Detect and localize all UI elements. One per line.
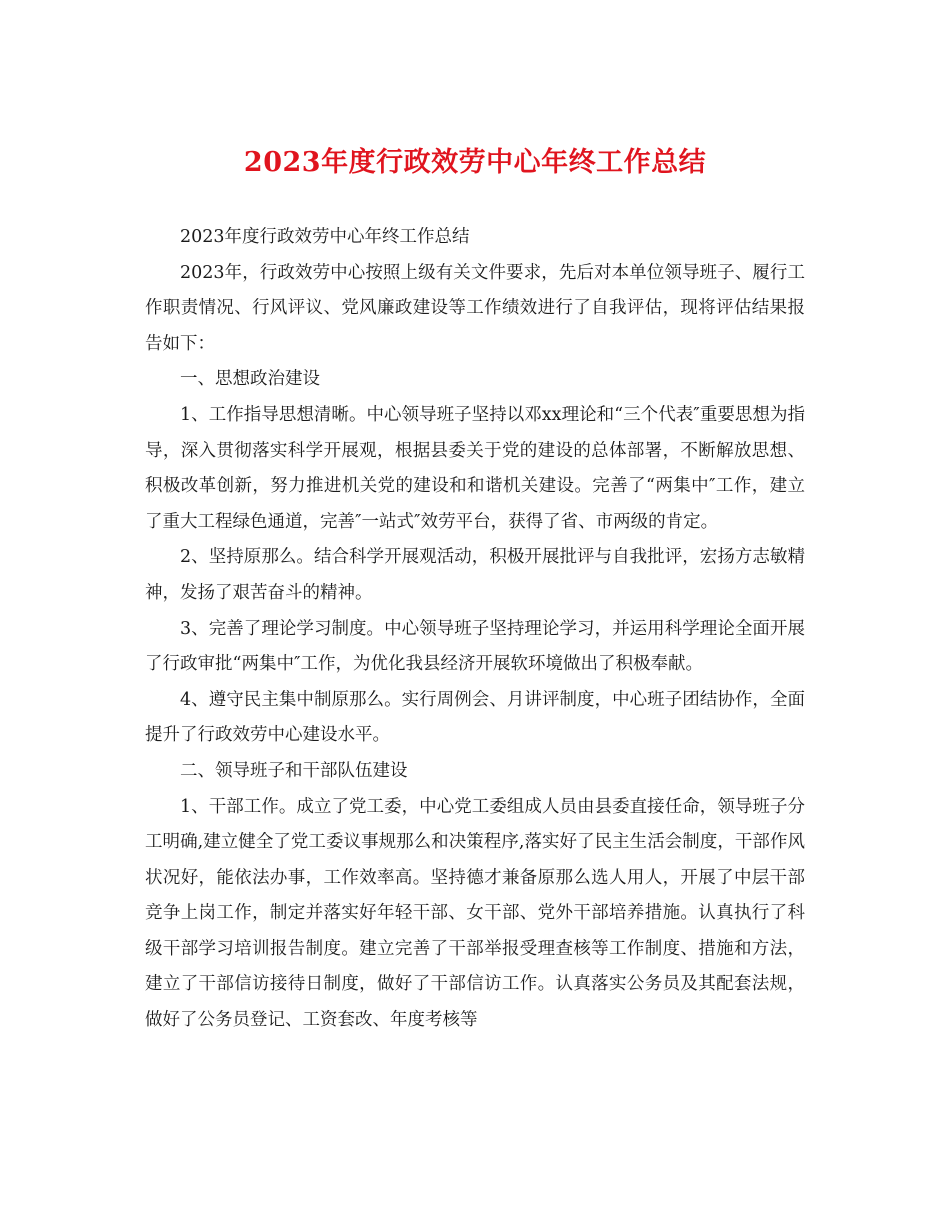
document-title: 2023年度行政效劳中心年终工作总结: [243, 147, 707, 178]
paragraph-subtitle: 2023年度行政效劳中心年终工作总结: [180, 227, 470, 247]
paragraph-item-1-2: 2、坚持原那么。结合科学开展观活动，积极开展批评与自我批评，宏扬方志敏精神，发扬了艰苦奋斗的精神。: [145, 547, 805, 603]
paragraph-item-2-1: 1、干部工作。成立了党工委，中心党工委组成人员由县委直接任命，领导班子分工明确,建立健全了党工委议事规那么和决策程序,落实好了民主生活会制度，干部作风状况好，能依法办事，工作效率高。坚持德才兼备原那么选人用人，开展了中层干部竞争上岗工作，制定并落实好年轻干部、女干部、党外干部培养措施。认真执行了科级干部学习培训报告制度。建立完善了干部举报受理查核等工作制度、措施和方法，建立了干部信访接待日制度，做好了干部信访工作。认真落实公务员及其配套法规，做好了公务员登记、工资套改、年度考核等: [145, 796, 805, 1031]
paragraph-item-1-4: 4、遵守民主集中制原那么。实行周例会、月讲评制度，中心班子团结协作，全面提升了行政效劳中心建设水平。: [145, 689, 805, 746]
document-body: [145, 220, 805, 1039]
paragraph-item-1-3: 3、完善了理论学习制度。中心领导班子坚持理论学习，并运用科学理论全面开展了行政审批“两集中″工作，为优化我县经济开展软环境做出了积极奉献。: [145, 618, 805, 675]
section-heading-2: 二、领导班子和干部队伍建设: [180, 760, 408, 781]
section-heading-1: 一、思想政治建设: [180, 369, 320, 390]
paragraph-intro: 2023年，行政效劳中心按照上级有关文件要求，先后对本单位领导班子、履行工作职责情况、行风评议、党风廉政建设等工作绩效进行了自我评估，现将评估结果报告如下：: [145, 262, 805, 354]
paragraph-item-1-1: 1、工作指导思想清晰。中心领导班子坚持以邓xx理论和“三个代表″重要思想为指导，深入贯彻落实科学开展观，根据县委关于党的建设的总体部署，不断解放思想、积极改革创新，努力推进机关党的建设和和谐机关建设。完善了“两集中″工作，建立了重大工程绿色通道，完善″一站式″效劳平台，获得了省、市两级的肯定。: [145, 404, 805, 532]
